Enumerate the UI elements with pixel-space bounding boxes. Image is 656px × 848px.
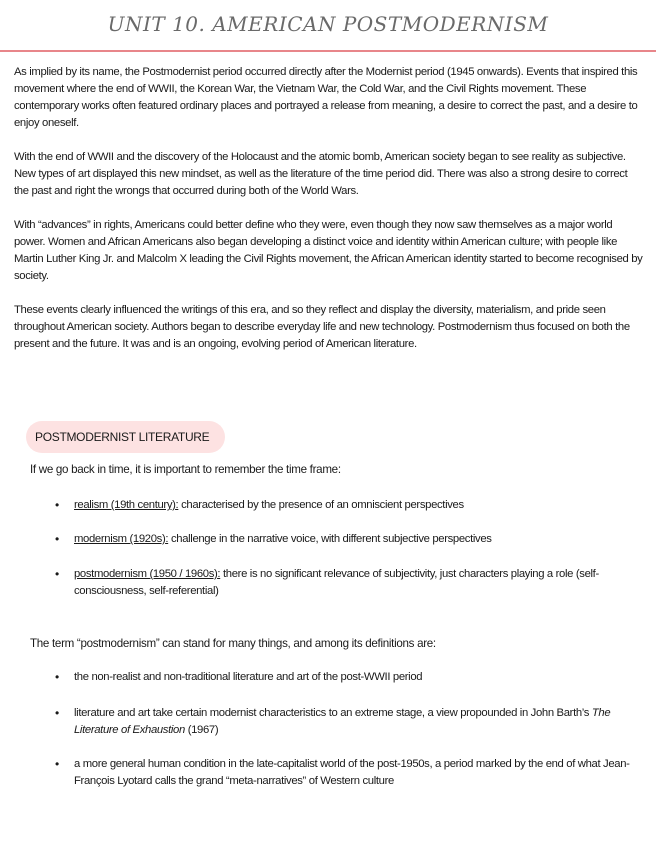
definition-text: the non-realist and non-traditional literature and art of the post-WWII period bbox=[74, 671, 423, 683]
intro-paragraph: With “advances” in rights, Americans could better define who they were, even though they now saw themselves as a major world power. Women and African Americans also began developing a distinct voice and identity within American culture; with people like Martin Luther King Jr. and Malcolm X leading the Civil Rights movement, the African American identity started to become recognised by society. bbox=[14, 219, 643, 282]
bullet-icon: • bbox=[55, 532, 59, 546]
intro-paragraph: These events clearly influenced the writings of this era, and so they reflect and display the diversity, materialism, and pride seen throughout American society. Authors began to describe everyday life and new technology. Postmodernism thus focused on both the present and the future. It was and is an ongoing, evolving period of American literature. bbox=[14, 304, 630, 350]
intro-paragraph: As implied by its name, the Postmodernist period occurred directly after the Modernist period (1945 onwards). Events that inspired this movement where the end of WWII, the Korean War, the Vietnam War, the Cold War, and the Civil Rights movement. These contemporary works often featured ordinary places and portrayed a release from meaning, a desire to correct the past, and a desire to enjoy oneself. bbox=[14, 66, 638, 129]
period-description: challenge in the narrative voice, with different subjective perspectives bbox=[168, 533, 492, 545]
book-title: The Literature of Exhaustion bbox=[74, 707, 611, 736]
period-description: characterised by the presence of an omniscient perspectives bbox=[178, 499, 464, 511]
term-separator: : bbox=[175, 499, 179, 511]
period-description: there is no significant relevance of subjectivity, just characters playing a role (self-consciousness, self-referential) bbox=[74, 568, 599, 597]
bullet-icon: • bbox=[55, 498, 59, 512]
list-item bbox=[55, 669, 650, 686]
section-heading-badge: POSTMODERNIST LITERATURE bbox=[26, 421, 225, 453]
definition-text: literature and art take certain modernist characteristics to an extreme stage, a view propounded in John Barth’s bbox=[74, 707, 592, 719]
timeframe-intro: If we go back in time, it is important to remember the time frame: bbox=[30, 463, 341, 476]
page-header bbox=[0, 0, 656, 52]
bullet-icon: • bbox=[55, 670, 59, 684]
definition-text: a more general human condition in the late-capitalist world of the post-1950s, a period marked by the end of what Jean-François Lyotard calls the grand “meta-narratives” of Western culture bbox=[74, 758, 630, 787]
list-item bbox=[55, 705, 650, 739]
definitions-intro: The term “postmodernism” can stand for many things, and among its definitions are: bbox=[30, 637, 436, 650]
list-item bbox=[55, 531, 650, 548]
term-separator: : bbox=[165, 533, 169, 545]
period-term: postmodernism (1950 / 1960s) bbox=[74, 568, 218, 580]
list-item bbox=[55, 756, 650, 790]
bullet-icon: • bbox=[55, 706, 59, 720]
intro-text bbox=[14, 64, 644, 370]
definition-text: (1967) bbox=[184, 724, 219, 736]
intro-paragraph: With the end of WWII and the discovery of the Holocaust and the atomic bomb, American society began to see reality as subjective. New types of art displayed this new mindset, as well as the literature of the time period did. There was also a strong desire to correct the past and right the wrongs that occurred during both of the World Wars. bbox=[14, 151, 628, 197]
list-item bbox=[55, 497, 650, 514]
bullet-icon: • bbox=[55, 757, 59, 771]
term-separator: : bbox=[217, 568, 221, 580]
bullet-icon: • bbox=[55, 567, 59, 581]
period-term: realism (19th century) bbox=[74, 499, 176, 511]
page-title: UNIT 10. AMERICAN POSTMODERNISM bbox=[107, 12, 549, 36]
list-item bbox=[55, 566, 650, 600]
period-term: modernism (1920s) bbox=[74, 533, 166, 545]
